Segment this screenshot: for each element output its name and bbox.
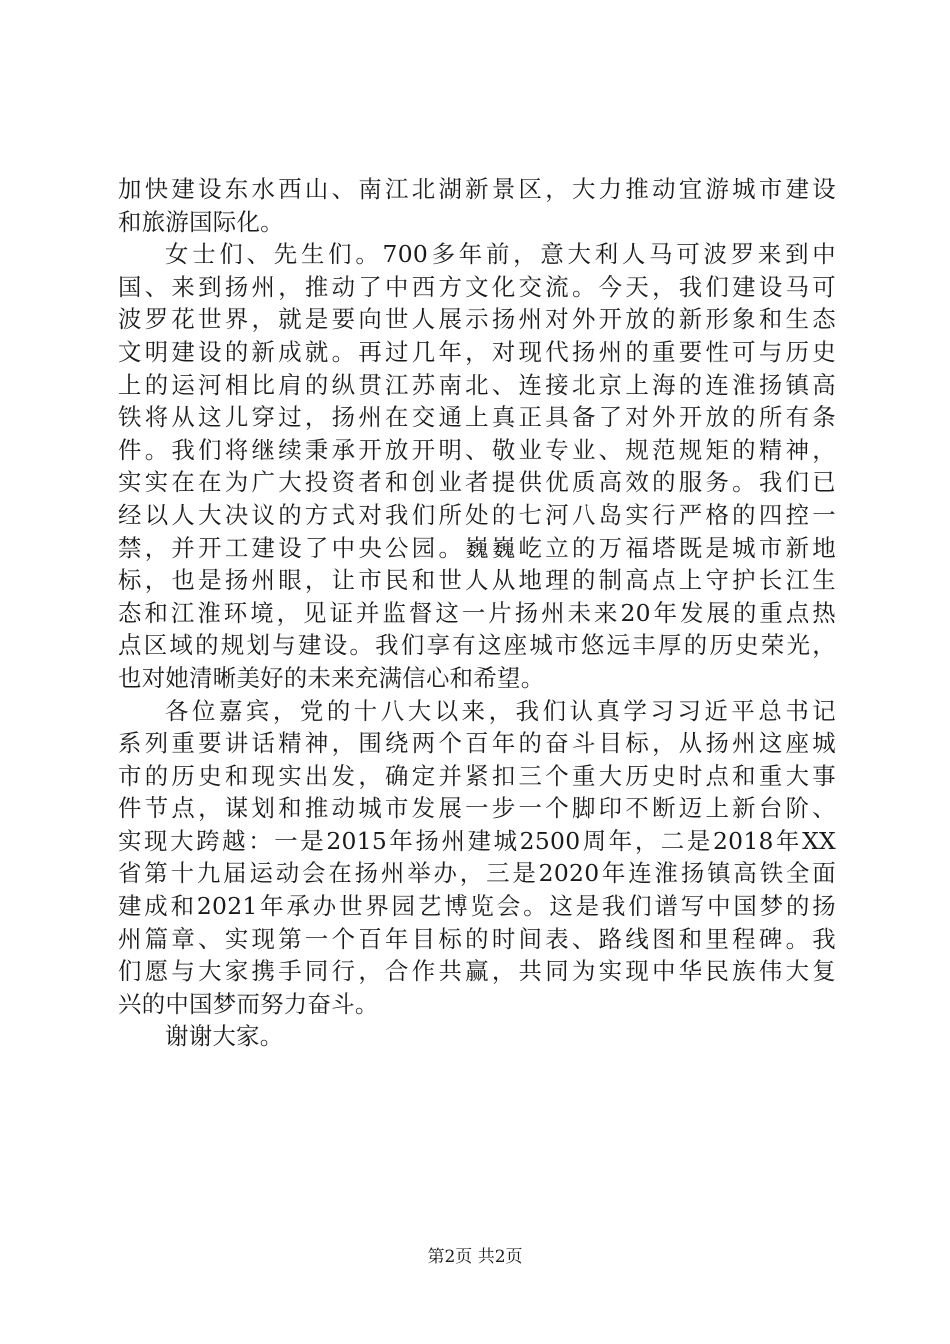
paragraph-start-line: 女士们、先生们。700多年前，意大利人马可波罗来到中 (165, 240, 836, 269)
text-line: 件。我们将继续秉承开放开明、敬业专业、规范规矩的精神， (118, 435, 836, 464)
text-line: 铁将从这儿穿过，扬州在交通上真正具备了对外开放的所有条 (118, 403, 836, 432)
text-line: 件节点，谋划和推动城市发展一步一个脚印不断迈上新台阶、 (118, 794, 836, 823)
text-line: 禁，并开工建设了中央公园。巍巍屹立的万福塔既是城市新地 (118, 533, 836, 562)
paragraph-start-line: 各位嘉宾，党的十八大以来，我们认真学习习近平总书记 (165, 696, 836, 725)
text-line: 经以人大决议的方式对我们所处的七河八岛实行严格的四控一 (118, 500, 836, 529)
text-line: 标，也是扬州眼，让市民和世人从地理的制高点上守护长江生 (118, 566, 836, 595)
text-line: 态和江淮环境，见证并监督这一片扬州未来20年发展的重点热 (118, 598, 836, 627)
text-line: 州篇章、实现第一个百年目标的时间表、路线图和里程碑。我 (118, 924, 836, 953)
text-line: 实现大跨越：一是2015年扬州建城2500周年，二是2018年XX (118, 826, 836, 855)
text-line: 实实在在为广大投资者和创业者提供优质高效的服务。我们已 (118, 468, 836, 497)
text-line: 市的历史和现实出发，确定并紧扣三个重大历史时点和重大事 (118, 761, 836, 790)
text-line: 上的运河相比肩的纵贯江苏南北、连接北京上海的连淮扬镇高 (118, 370, 836, 399)
text-line: 们愿与大家携手同行，合作共赢，共同为实现中华民族伟大复 (118, 957, 836, 986)
text-line: 波罗花世界，就是要向世人展示扬州对外开放的新形象和生态 (118, 305, 836, 334)
text-line: 建成和2021年承办世界园艺博览会。这是我们谱写中国梦的扬 (118, 892, 836, 921)
text-line: 省第十九届运动会在扬州举办，三是2020年连淮扬镇高铁全面 (118, 859, 836, 888)
page-number: 第2页 共2页 (427, 1247, 523, 1267)
text-line: 国、来到扬州，推动了中西方文化交流。今天，我们建设马可 (118, 272, 836, 301)
paragraph-start-line: 谢谢大家。 (165, 1022, 284, 1051)
text-line: 系列重要讲话精神，围绕两个百年的奋斗目标，从扬州这座城 (118, 729, 836, 758)
body-text (118, 173, 836, 1053)
text-line: 加快建设东水西山、南江北湖新景区，大力推动宜游城市建设 (118, 175, 836, 203)
text-line: 和旅游国际化。 (118, 207, 284, 236)
text-line: 也对她清晰美好的未来充满信心和希望。 (118, 663, 545, 692)
text-line: 文明建设的新成就。再过几年，对现代扬州的重要性可与历史 (118, 337, 836, 366)
text-line: 兴的中国梦而努力奋斗。 (118, 989, 379, 1018)
text-line: 点区域的规划与建设。我们享有这座城市悠远丰厚的历史荣光， (118, 631, 836, 660)
